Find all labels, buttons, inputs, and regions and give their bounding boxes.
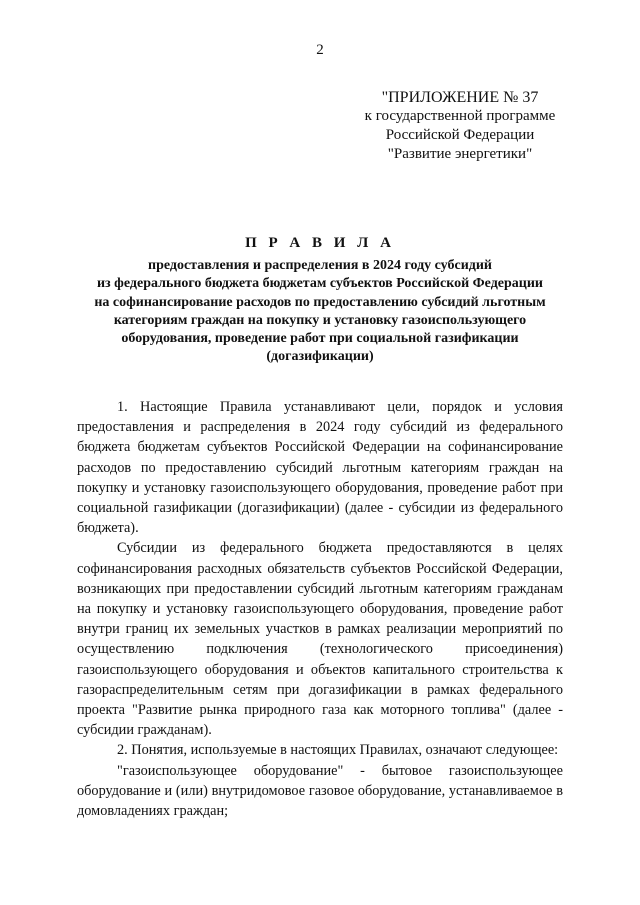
document-title: П Р А В И Л А: [245, 235, 395, 251]
subtitle-line: из федерального бюджета бюджетам субъектов Российской Федерации: [96, 276, 543, 292]
paragraph-definition: "газоиспользующее оборудование" - бытовое газоиспользующее оборудование и (или) внутридомовое газовое оборудование, устанавливаемое в домовладениях граждан;: [77, 762, 563, 820]
appendix-line-name: "Развитие энергетики": [387, 146, 533, 162]
appendix-line-country: Российской Федерации: [385, 127, 535, 143]
page-number: 2: [316, 42, 324, 58]
appendix-title: "ПРИЛОЖЕНИЕ № 37: [381, 89, 539, 106]
paragraph-subsidies: Субсидии из федерального бюджета предоставляются в целях софинансирования расходных обязательств субъектов Российской Федерации, возникающих при предоставлении субсидий льготным категориям гражданам на покупку и установку газоиспользующего оборудования, проведение работ внутри границ их земельных участков в рамках реализации мероприятий по осуществлению подключения (технологического присоединения) газоиспользующего оборудования и объектов капитального строительства к газораспределительным сетям при догазификации в рамках федерального проекта "Развитие рынка природного газа как моторного топлива" (далее - субсидии гражданам).: [77, 540, 563, 739]
document-subtitle: [72, 257, 568, 367]
paragraph-2: 2. Понятия, используемые в настоящих Правилах, означают следующее:: [117, 742, 559, 759]
subtitle-line: (догазификации): [266, 349, 374, 365]
paragraph-1: 1. Настоящие Правила устанавливают цели, порядок и условия предоставления и распределения в 2024 году субсидий из федерального бюджета бюджетам субъектов Российской Федерации на софинансирование расходов по предоставлению субсидий льготным категориям граждан на покупку и установку газоиспользующего оборудования, проведение работ при социальной газификации (догазификации) (далее - субсидии из федерального бюджета).: [77, 399, 563, 537]
document-body: [77, 397, 563, 821]
appendix-line-program: к государственной программе: [364, 108, 556, 124]
subtitle-line: предоставления и распределения в 2024 году субсидий: [148, 258, 492, 273]
appendix-header: [340, 88, 580, 164]
subtitle-line: категориям граждан на покупку и установку газоиспользующего: [113, 312, 527, 328]
subtitle-line: на софинансирование расходов по предоставлению субсидий льготным: [94, 294, 546, 310]
subtitle-line: оборудования, проведение работ при социальной газификации: [121, 331, 519, 347]
